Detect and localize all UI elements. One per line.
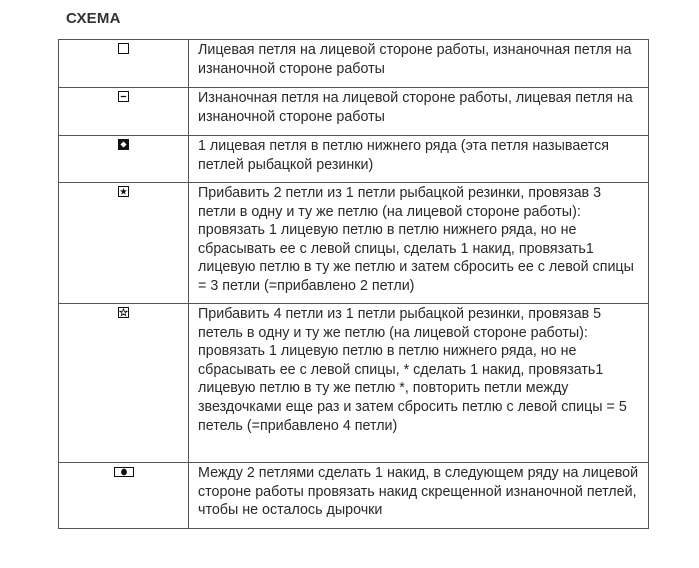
- symbol-cell: [59, 304, 189, 463]
- filled-diamond-square-icon: [118, 139, 129, 150]
- symbol-cell: [59, 88, 189, 136]
- symbol-cell: [59, 183, 189, 304]
- symbol-legend-table: [58, 39, 649, 529]
- symbol-cell: [59, 40, 189, 88]
- description-cell: Лицевая петля на лицевой стороне работы, изнаночная петля на изнаночной стороне работы: [189, 40, 649, 88]
- square-dash-icon: [118, 91, 129, 102]
- description-cell: Изнаночная петля на лицевой стороне работы, лицевая петля на изнаночной стороне работы: [189, 88, 649, 136]
- description-cell: Прибавить 2 петли из 1 петли рыбацкой резинки, провязав 3 петли в одну и ту же петлю (на лицевой стороне работы): провязать 1 лицевую петлю в петлю нижнего ряда, но не сбрасывать ее с левой спицы, сделать 1 накид, провязать1 лицевую петлю в ту же петлю и затем сбросить ее с левой спицы = 3 петли (=прибавлено 2 петли): [189, 183, 649, 304]
- description-cell: Между 2 петлями сделать 1 накид, в следующем ряду на лицевой стороне работы провязать накид скрещенной изнаночной петлей, чтобы не осталось дырочки: [189, 463, 649, 529]
- description-cell: 1 лицевая петля в петлю нижнего ряда (эта петля называется петлей рыбацкой резинки): [189, 136, 649, 183]
- description-cell: Прибавить 4 петли из 1 петли рыбацкой резинки, провязав 5 петель в одну и ту же петлю (на лицевой стороне работы): провязать 1 лицевую петлю в петлю нижнего ряда, но не сбрасывать ее с левой спицы, * сделать 1 накид, провязать1 лицевую петлю в ту же петлю *, повторить петли между звездочками еще раз и затем сбросить петлю с левой спицы = 5 петель (=прибавлено 4 петли): [189, 304, 649, 463]
- page-title: СХЕМА: [66, 10, 121, 27]
- table-row: [59, 304, 649, 463]
- symbol-cell: [59, 463, 189, 529]
- table-row: [59, 40, 649, 88]
- table-row: [59, 136, 649, 183]
- table-row: [59, 183, 649, 304]
- table-row: [59, 463, 649, 529]
- oval-rectangle-icon: [114, 467, 134, 477]
- outline-star-square-icon: [118, 307, 129, 318]
- symbol-cell: [59, 136, 189, 183]
- empty-square-icon: [118, 43, 129, 54]
- table-row: [59, 88, 649, 136]
- filled-star-square-icon: [118, 186, 129, 197]
